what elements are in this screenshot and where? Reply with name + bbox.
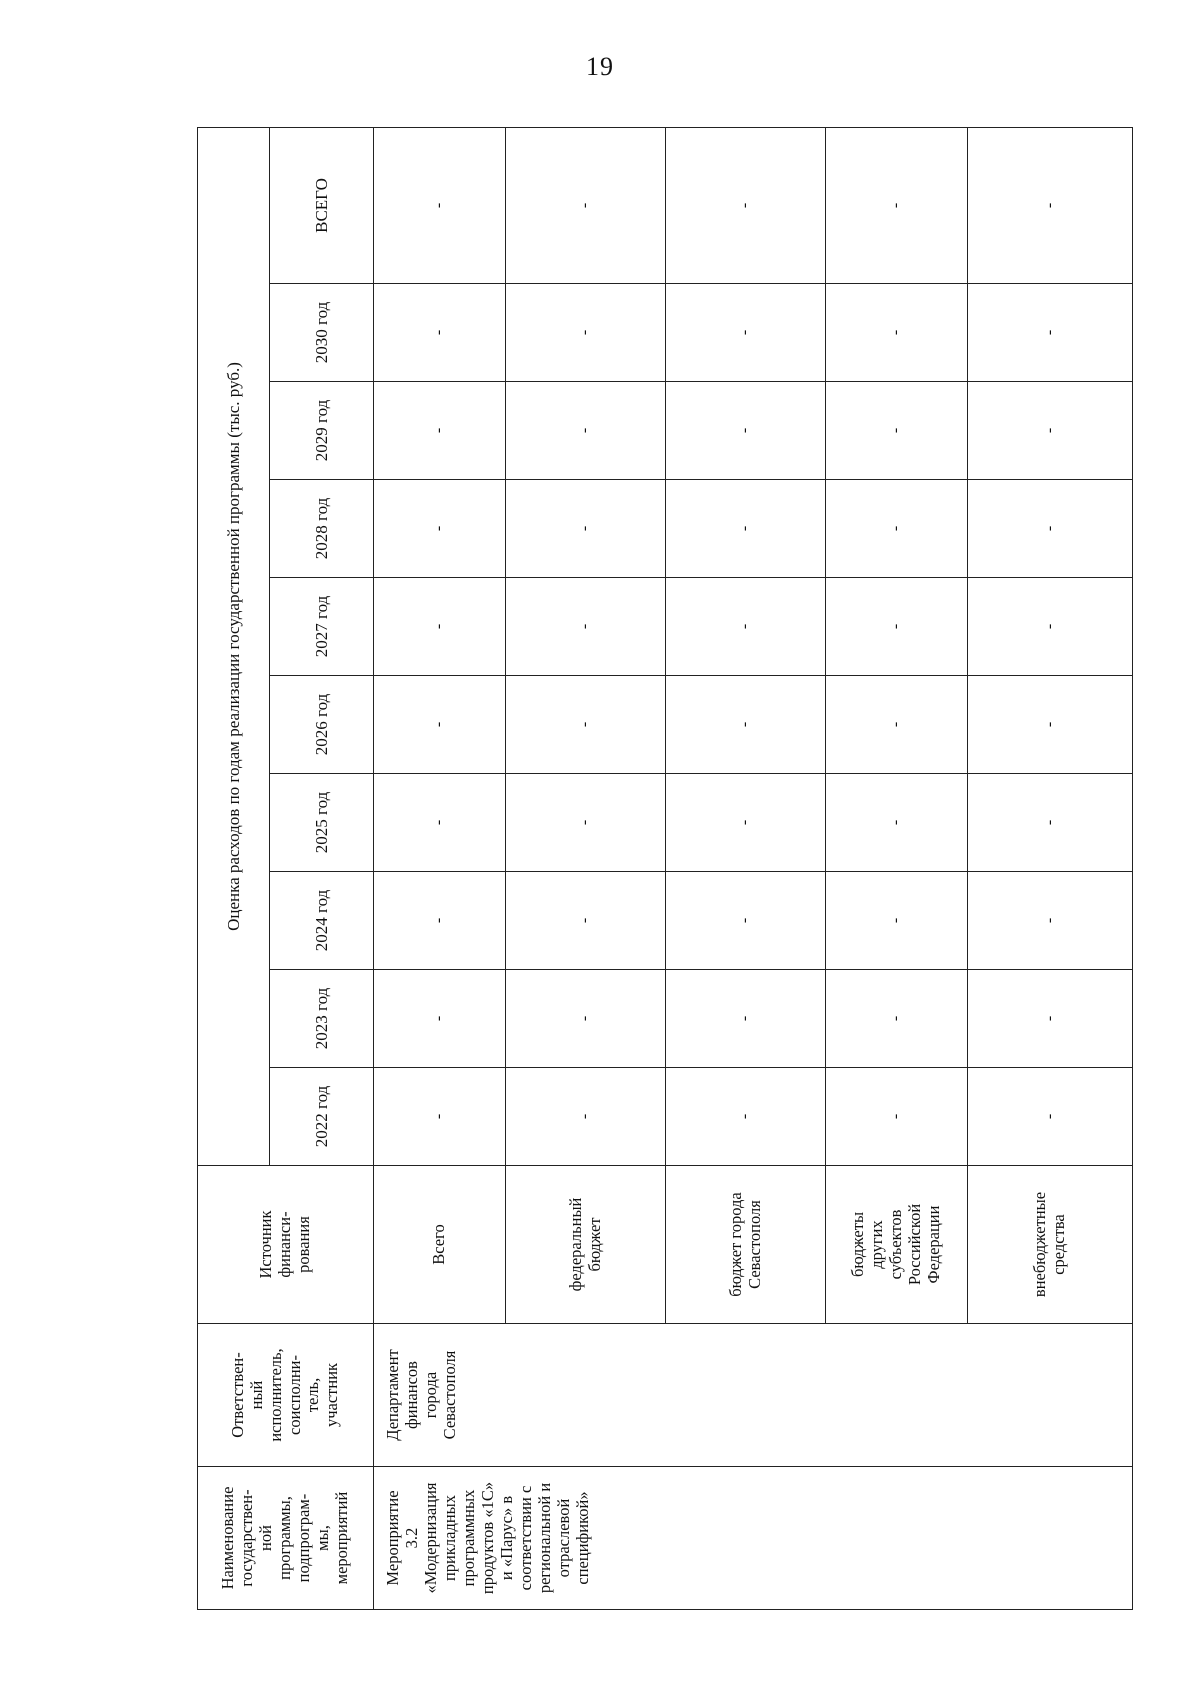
value-cell: - — [374, 676, 506, 774]
value-cell: - — [666, 676, 826, 774]
value-cell: - — [666, 284, 826, 382]
value-cell: - — [666, 578, 826, 676]
header-year-2029: 2029 год — [270, 382, 374, 480]
value-cell: - — [826, 284, 968, 382]
budget-estimate-table — [197, 127, 1133, 1610]
value-cell: - — [374, 284, 506, 382]
rotated-table-container — [197, 130, 1132, 1610]
value-cell: - — [506, 676, 666, 774]
header-name: Наименование государствен- ной программы, подпрограм- мы, мероприятий — [198, 1467, 374, 1610]
value-cell: - — [506, 578, 666, 676]
header-source: Источник финанси- рования — [198, 1166, 374, 1324]
value-cell: - — [374, 480, 506, 578]
value-cell: - — [374, 1068, 506, 1166]
value-cell: - — [968, 284, 1133, 382]
value-cell: - — [374, 872, 506, 970]
source-cell: бюджет города Севастополя — [666, 1166, 826, 1324]
value-cell: - — [666, 382, 826, 480]
value-cell: - — [826, 676, 968, 774]
value-cell: - — [666, 1068, 826, 1166]
value-cell: - — [826, 127, 968, 283]
value-cell: - — [968, 578, 1133, 676]
measure-name: Мероприятие 3.2 «Модернизация прикладных программных продуктов «1С» и «Парус» в соответствии с региональной и отраслевой спецификой» — [374, 1467, 1133, 1610]
value-cell: - — [826, 774, 968, 872]
value-cell: - — [666, 872, 826, 970]
header-row-top — [198, 127, 270, 1609]
header-total: ВСЕГО — [270, 127, 374, 283]
value-cell: - — [666, 774, 826, 872]
value-cell: - — [826, 1068, 968, 1166]
value-cell: - — [826, 970, 968, 1068]
header-year-2024: 2024 год — [270, 872, 374, 970]
value-cell: - — [506, 480, 666, 578]
value-cell: - — [826, 578, 968, 676]
value-cell: - — [506, 284, 666, 382]
source-cell: федеральный бюджет — [506, 1166, 666, 1324]
header-year-2026: 2026 год — [270, 676, 374, 774]
source-cell: бюджеты других субъектов Российской Федерации — [826, 1166, 968, 1324]
value-cell: - — [506, 1068, 666, 1166]
value-cell: - — [968, 127, 1133, 283]
value-cell: - — [968, 872, 1133, 970]
value-cell: - — [374, 578, 506, 676]
measure-responsible: Департамент финансов города Севастополя — [374, 1324, 1133, 1467]
header-responsible: Ответствен- ный исполнитель, соисполни- тель, участник — [198, 1324, 374, 1467]
value-cell: - — [374, 970, 506, 1068]
source-cell: Всего — [374, 1166, 506, 1324]
value-cell: - — [374, 382, 506, 480]
value-cell: - — [374, 127, 506, 283]
header-year-2030: 2030 год — [270, 284, 374, 382]
value-cell: - — [666, 127, 826, 283]
value-cell: - — [968, 1068, 1133, 1166]
value-cell: - — [374, 774, 506, 872]
source-cell: внебюджетные средства — [968, 1166, 1133, 1324]
value-cell: - — [666, 970, 826, 1068]
value-cell: - — [506, 970, 666, 1068]
value-cell: - — [968, 676, 1133, 774]
value-cell: - — [968, 774, 1133, 872]
value-cell: - — [826, 382, 968, 480]
value-cell: - — [506, 127, 666, 283]
value-cell: - — [666, 480, 826, 578]
header-year-2025: 2025 год — [270, 774, 374, 872]
header-year-2023: 2023 год — [270, 970, 374, 1068]
value-cell: - — [826, 872, 968, 970]
page-number: 19 — [586, 52, 614, 81]
header-year-2027: 2027 год — [270, 578, 374, 676]
value-cell: - — [506, 382, 666, 480]
value-cell: - — [826, 480, 968, 578]
value-cell: - — [506, 774, 666, 872]
header-year-2028: 2028 год — [270, 480, 374, 578]
table-row — [374, 127, 506, 1609]
value-cell: - — [968, 480, 1133, 578]
value-cell: - — [506, 872, 666, 970]
value-cell: - — [968, 382, 1133, 480]
header-year-2022: 2022 год — [270, 1068, 374, 1166]
header-estimate: Оценка расходов по годам реализации государственной программы (тыс. руб.) — [198, 127, 270, 1165]
value-cell: - — [968, 970, 1133, 1068]
